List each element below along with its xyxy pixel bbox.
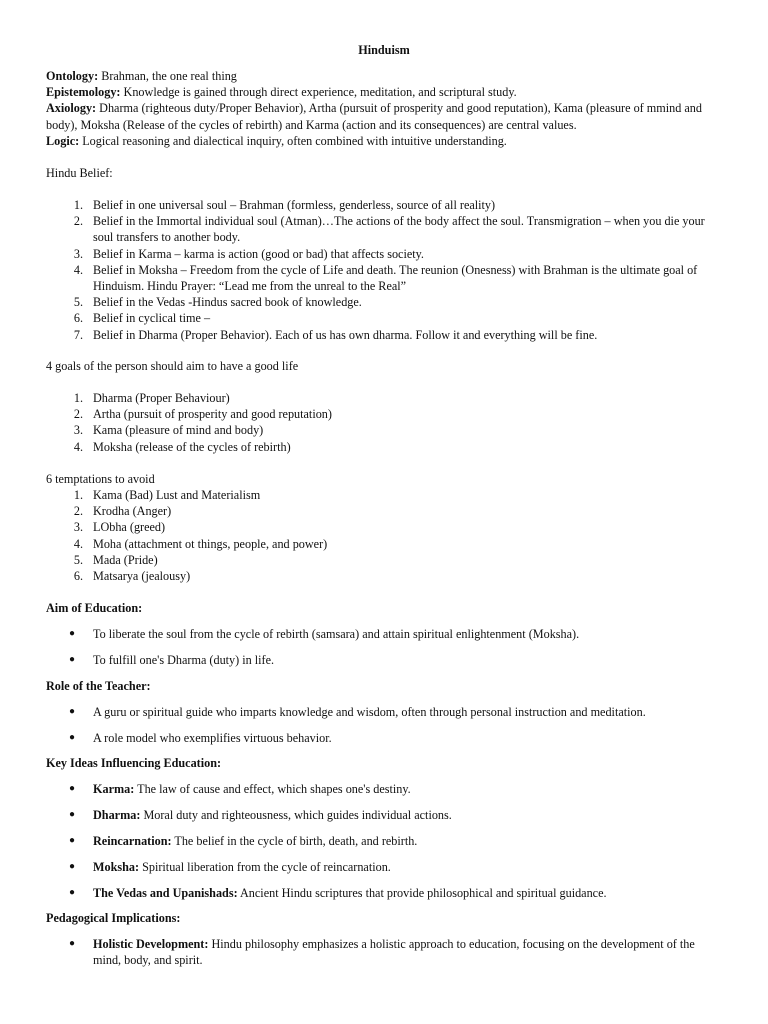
goals-list — [46, 390, 724, 455]
hindu-belief-heading: Hindu Belief: — [46, 166, 113, 180]
beliefs-list — [46, 197, 724, 343]
definition-ontology: Ontology: Brahman, the one real thing — [46, 69, 237, 83]
list-item: 5. Mada (Pride) — [73, 552, 158, 567]
definition-epistemology: Epistemology: Knowledge is gained through direct experience, meditation, and scriptural study. — [46, 85, 517, 100]
list-item: 3. Kama (pleasure of mind and body) — [73, 423, 264, 438]
list-item: 1. Kama (Bad) Lust and Materialism — [73, 488, 261, 502]
bullet-icon: ● — [69, 628, 76, 639]
bullet-icon: ● — [69, 809, 76, 820]
key-idea-bullet: ● The Vedas and Upanishads: Ancient Hindu scriptures that provide philosophical and spiritual guidance. — [69, 886, 607, 900]
list-item: 4. Belief in Moksha – Freedom from the cycle of Life and death. The reunion (Onesness) with Brahman is the ultimate goal of Hinduism. Hindu Prayer: “Lead me from the unreal to the Real” — [73, 262, 698, 294]
bullet-icon: ● — [69, 835, 76, 846]
goals-heading: 4 goals of the person should aim to have a good life — [46, 359, 299, 373]
key-idea-bullet: ● Moksha: Spiritual liberation from the cycle of reincarnation. — [69, 860, 391, 874]
list-item: 1. Belief in one universal soul – Brahman (formless, genderless, source of all reality) — [73, 198, 496, 212]
definition-axiology: Axiology: Dharma (righteous duty/Proper Behavior), Artha (pursuit of prosperity and good reputation), Kama (pleasure of mmind and body), Moksha (Release of the cycles of rebirth) and Karma (action and its consequences) are central values. — [46, 101, 702, 132]
list-item: 2. Belief in the Immortal individual soul (Atman)…The actions of the body affect the soul. Transmigration – when you die your soul transfers to another body. — [73, 214, 705, 245]
bullet-icon: ● — [69, 938, 76, 949]
list-item: 7. Belief in Dharma (Proper Behavior). Each of us has own dharma. Follow it and everything will be fine. — [73, 327, 598, 342]
key-ideas-heading: Key Ideas Influencing Education: — [46, 756, 222, 770]
temptations-heading: 6 temptations to avoid — [46, 472, 155, 486]
list-item: 2. Krodha (Anger) — [73, 504, 172, 519]
pedagogical-bullet: ● Holistic Development: Hindu philosophy emphasizes a holistic approach to education, focusing on the development of the mind, body, and spirit. — [69, 937, 695, 968]
definitions-block — [46, 68, 724, 149]
bullet-icon: ● — [69, 732, 76, 743]
aim-bullet: ● To liberate the soul from the cycle of rebirth (samsara) and attain spiritual enlightenment (Moksha). — [69, 627, 580, 641]
bullet-icon: ● — [69, 861, 76, 872]
key-idea-bullet: ● Karma: The law of cause and effect, which shapes one's destiny. — [69, 782, 411, 796]
list-item: 6. Belief in cyclical time – — [73, 311, 211, 326]
bullet-icon: ● — [69, 654, 76, 665]
key-idea-bullet: ● Reincarnation: The belief in the cycle of birth, death, and rebirth. — [69, 834, 418, 848]
pedagogical-heading: Pedagogical Implications: — [46, 911, 181, 925]
definition-logic: Logic: Logical reasoning and dialectical inquiry, often combined with intuitive understanding. — [46, 133, 507, 148]
list-item: 3. LObha (greed) — [73, 520, 166, 535]
list-item: 4. Moksha (release of the cycles of rebirth) — [73, 439, 291, 454]
list-item: 6. Matsarya (jealousy) — [73, 569, 191, 584]
teacher-heading: Role of the Teacher: — [46, 679, 151, 693]
bullet-icon: ● — [69, 783, 76, 794]
key-idea-bullet: ● Dharma: Moral duty and righteousness, which guides individual actions. — [69, 808, 452, 822]
bullet-icon: ● — [69, 887, 76, 898]
aim-heading: Aim of Education: — [46, 601, 143, 615]
aim-bullet: ● To fulfill one's Dharma (duty) in life. — [69, 653, 275, 667]
teacher-bullet: ● A guru or spiritual guide who imparts knowledge and wisdom, often through personal instruction and meditation. — [69, 705, 646, 719]
page-title: Hinduism — [358, 43, 410, 57]
list-item: 3. Belief in Karma – karma is action (good or bad) that affects society. — [73, 246, 424, 261]
bullet-icon: ● — [69, 706, 76, 717]
teacher-bullet: ● A role model who exemplifies virtuous behavior. — [69, 731, 332, 745]
list-item: 5. Belief in the Vedas -Hindus sacred book of knowledge. — [73, 295, 362, 310]
list-item: 4. Moha (attachment ot things, people, and power) — [73, 536, 328, 551]
temptations-list — [46, 487, 724, 584]
list-item: 1. Dharma (Proper Behaviour) — [73, 391, 230, 405]
list-item: 2. Artha (pursuit of prosperity and good reputation) — [73, 407, 332, 422]
